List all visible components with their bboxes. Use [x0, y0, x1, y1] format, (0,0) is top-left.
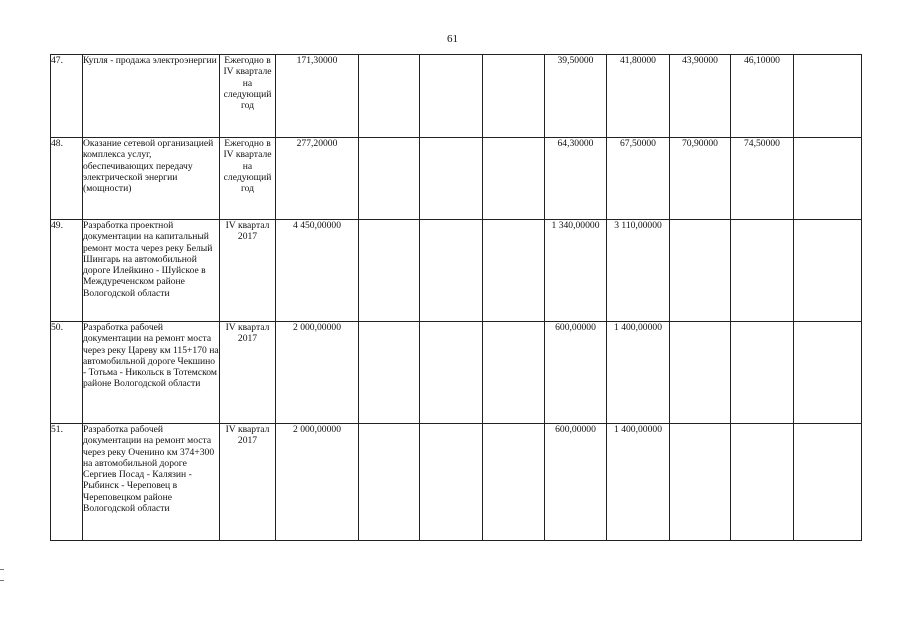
empty-cell: [670, 322, 731, 424]
empty-cell: [794, 322, 862, 424]
empty-cell: [359, 322, 420, 424]
empty-cell: [483, 138, 545, 220]
empty-cell: [420, 55, 483, 138]
period-cell: IV квартал 2017: [220, 220, 276, 322]
empty-cell: [359, 220, 420, 322]
empty-cell: [420, 322, 483, 424]
amount-cell: 600,00000: [545, 424, 607, 541]
empty-cell: [794, 220, 862, 322]
procurement-plan-table: [50, 54, 862, 541]
amount-cell: 1 340,00000: [545, 220, 607, 322]
total-amount-cell: 171,30000: [276, 55, 359, 138]
empty-cell: [483, 322, 545, 424]
empty-cell: [731, 424, 794, 541]
item-name-cell: Оказание сетевой организацией комплекса услуг, обеспечивающих передачу электрической энергии (мощности): [83, 138, 220, 220]
item-name-cell: Купля - продажа электроэнергии: [83, 55, 220, 138]
empty-cell: [731, 322, 794, 424]
amount-cell: 39,50000: [545, 55, 607, 138]
empty-cell: [483, 424, 545, 541]
empty-cell: [794, 424, 862, 541]
period-cell: IV квартал 2017: [220, 424, 276, 541]
table-row: [51, 424, 862, 541]
empty-cell: [359, 138, 420, 220]
row-number-cell: 49.: [51, 220, 83, 322]
amount-cell: 70,90000: [670, 138, 731, 220]
empty-cell: [359, 424, 420, 541]
page-number: 61: [447, 33, 458, 45]
total-amount-cell: 2 000,00000: [276, 424, 359, 541]
row-number-cell: 51.: [51, 424, 83, 541]
empty-cell: [670, 424, 731, 541]
amount-cell: 41,80000: [607, 55, 670, 138]
amount-cell: 67,50000: [607, 138, 670, 220]
row-number-cell: 48.: [51, 138, 83, 220]
empty-cell: [420, 424, 483, 541]
empty-cell: [420, 138, 483, 220]
empty-cell: [483, 55, 545, 138]
period-cell: Ежегодно в IV квартале на следующий год: [220, 55, 276, 138]
table-row: [51, 322, 862, 424]
empty-cell: [359, 55, 420, 138]
table-row: [51, 138, 862, 220]
empty-cell: [420, 220, 483, 322]
amount-cell: 1 400,00000: [607, 424, 670, 541]
amount-cell: 46,10000: [731, 55, 794, 138]
amount-cell: 64,30000: [545, 138, 607, 220]
total-amount-cell: 277,20000: [276, 138, 359, 220]
scan-edge-mark: [0, 569, 4, 581]
empty-cell: [483, 220, 545, 322]
empty-cell: [794, 55, 862, 138]
empty-cell: [794, 138, 862, 220]
table-row: [51, 220, 862, 322]
table-row: [51, 55, 862, 138]
amount-cell: 1 400,00000: [607, 322, 670, 424]
amount-cell: 43,90000: [670, 55, 731, 138]
row-number-cell: 50.: [51, 322, 83, 424]
item-name-cell: Разработка рабочей документации на ремонт моста через реку Цареву км 115+170 на автомобильной дороге Чекшино - Тотьма - Никольск в Тотемском районе Вологодской области: [83, 322, 220, 424]
period-cell: IV квартал 2017: [220, 322, 276, 424]
item-name-cell: Разработка рабочей документации на ремонт моста через реку Оченино км 374+300 на автомобильной дороге Сергиев Посад - Калязин - Рыбинск - Череповец в Череповецком районе Вологодской области: [83, 424, 220, 541]
total-amount-cell: 2 000,00000: [276, 322, 359, 424]
amount-cell: 74,50000: [731, 138, 794, 220]
table-body: [51, 55, 862, 541]
period-cell: Ежегодно в IV квартале на следующий год: [220, 138, 276, 220]
total-amount-cell: 4 450,00000: [276, 220, 359, 322]
amount-cell: 3 110,00000: [607, 220, 670, 322]
amount-cell: 600,00000: [545, 322, 607, 424]
item-name-cell: Разработка проектной документации на капитальный ремонт моста через реку Белый Шингарь на автомобильной дороге Илейкино - Шуйское в Междуреченском районе Вологодской области: [83, 220, 220, 322]
row-number-cell: 47.: [51, 55, 83, 138]
empty-cell: [731, 220, 794, 322]
empty-cell: [670, 220, 731, 322]
